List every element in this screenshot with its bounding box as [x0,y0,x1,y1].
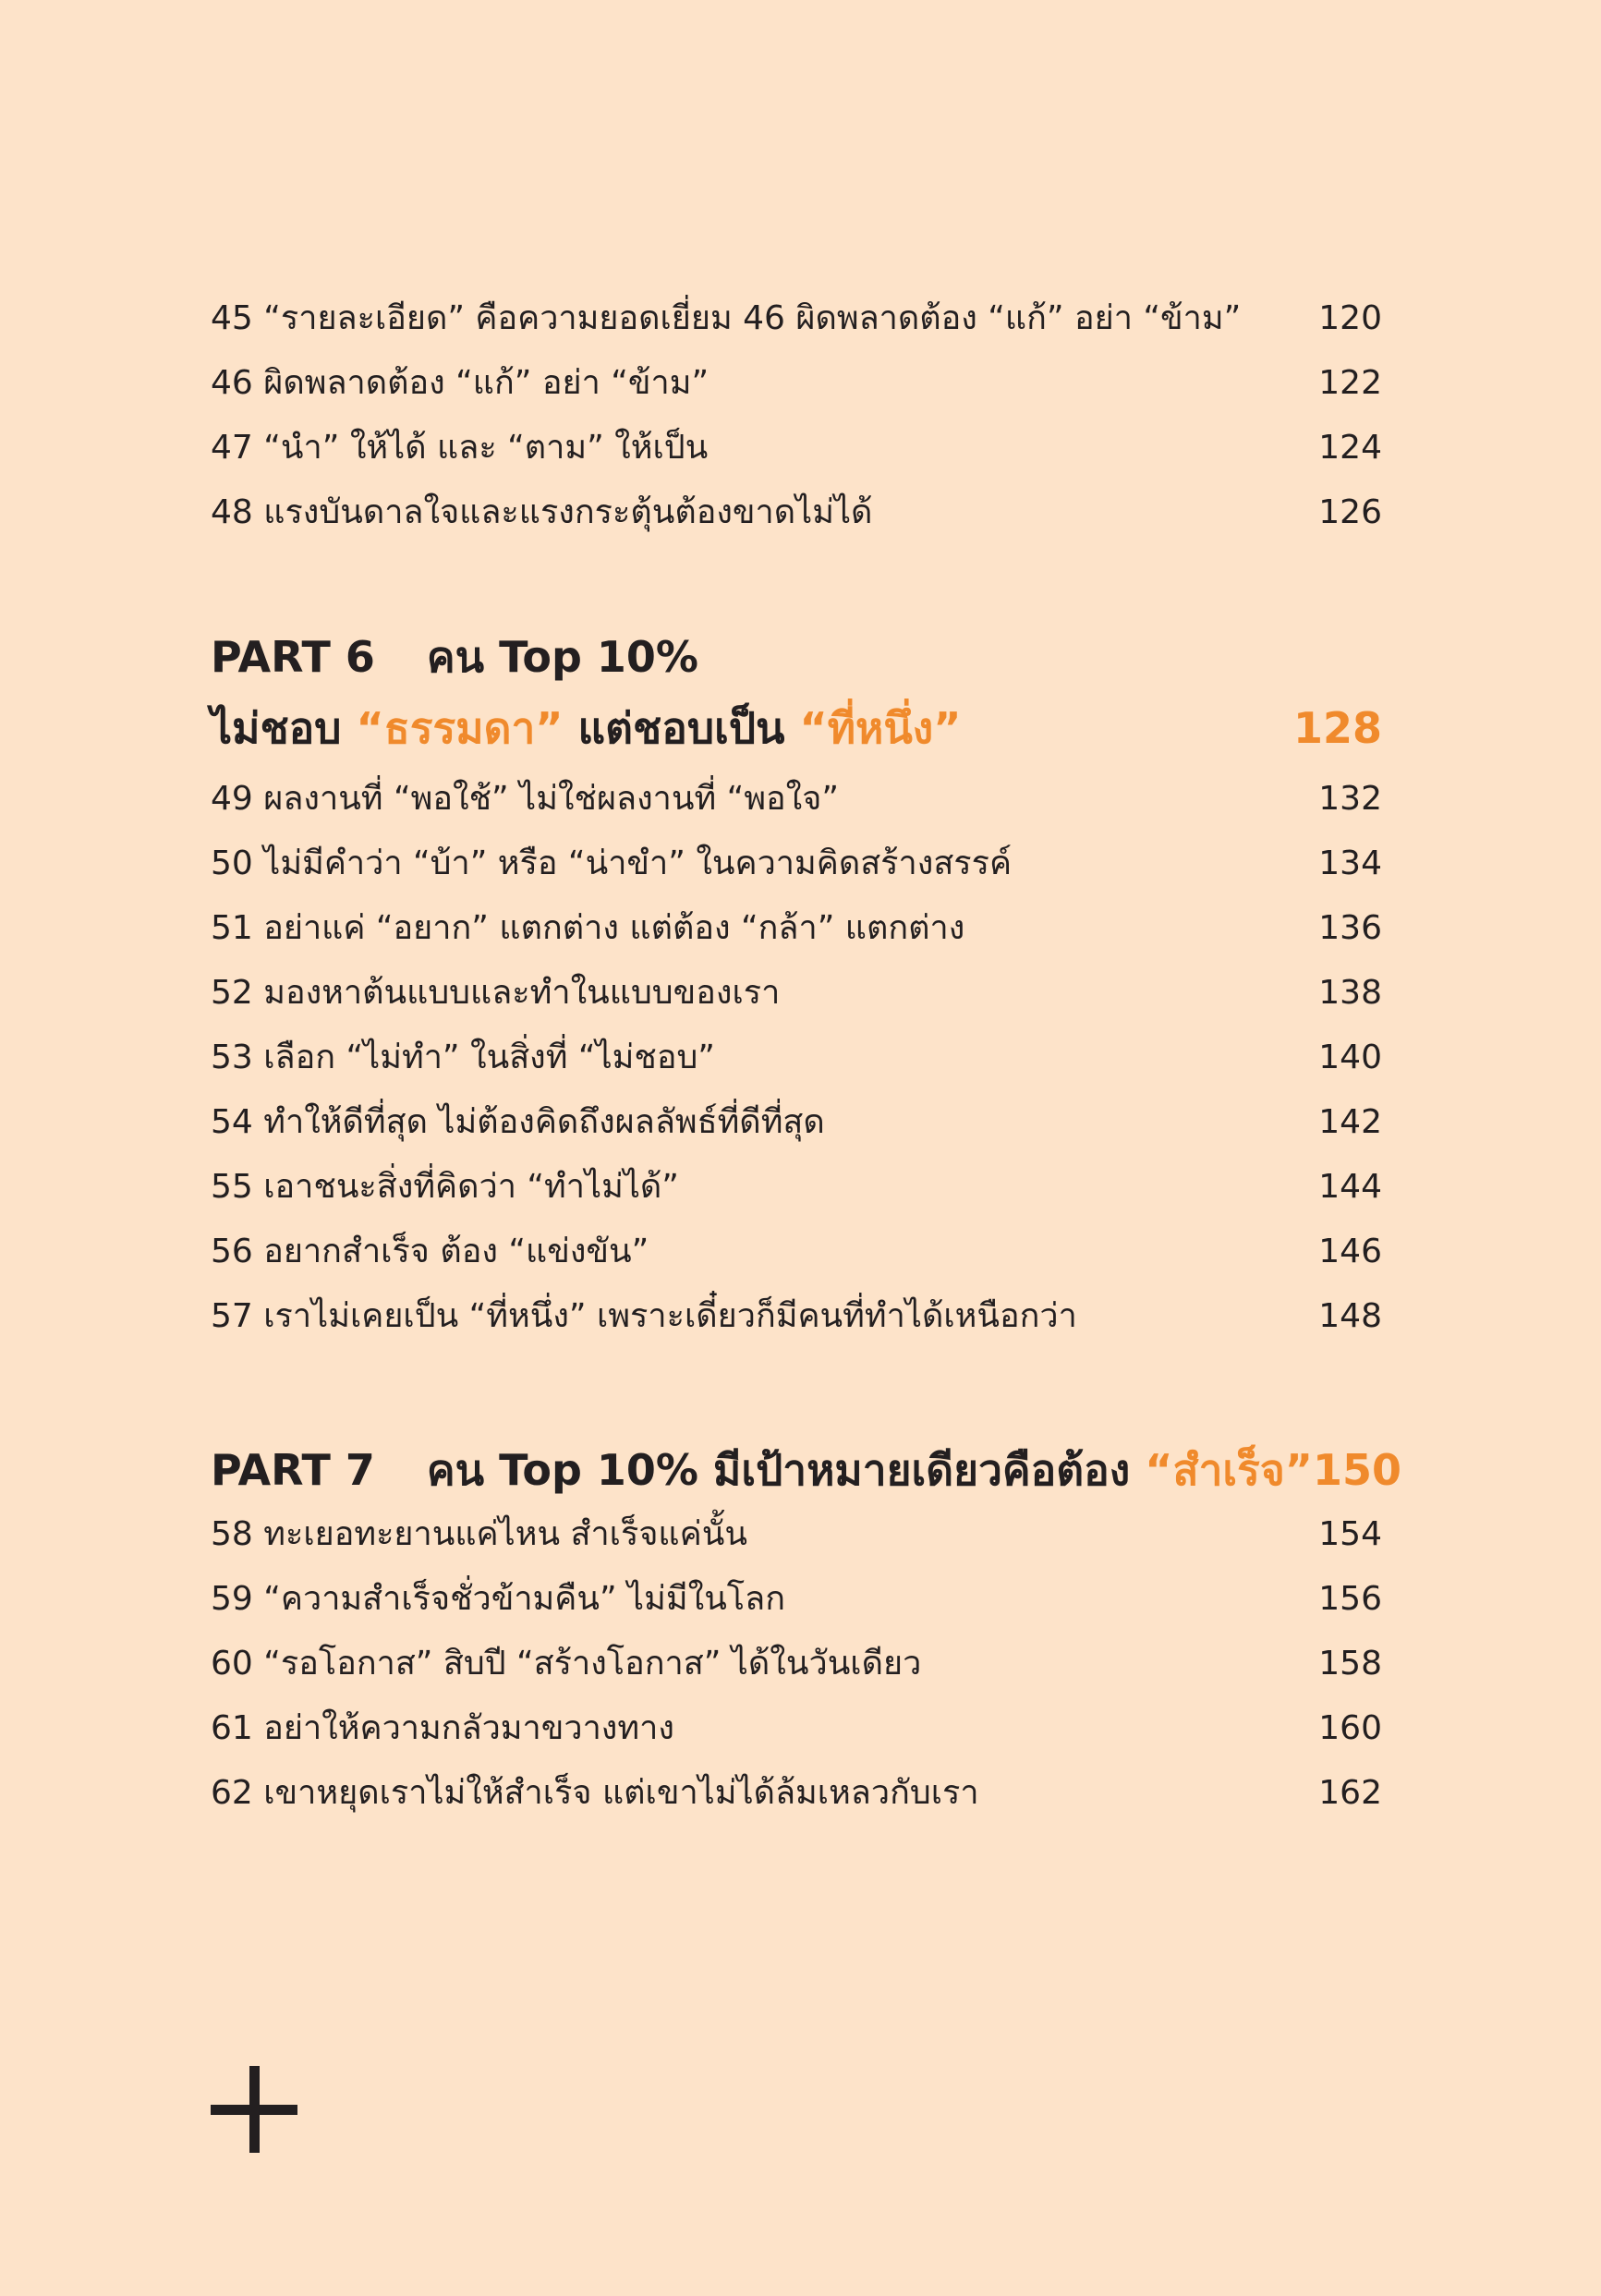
part-7-page: 150 [1313,1445,1402,1495]
toc-entry-title: 47 “นำ” ให้ได้ และ “ตาม” ให้เป็น [211,429,709,467]
toc-entry-title: 59 “ความสำเร็จชั่วข้ามคืน” ไม่มีในโลก [211,1580,786,1618]
toc-entry-page: 132 [1318,780,1382,818]
toc-entry-page: 158 [1318,1645,1382,1683]
toc-entry-title: 56 อยากสำเร็จ ต้อง “แข่งขัน” [211,1233,649,1270]
toc-entry[interactable] [211,1220,1382,1284]
toc-entry[interactable] [211,961,1382,1026]
toc-entry-page: 134 [1318,844,1382,882]
toc-entry[interactable] [211,1632,1382,1696]
toc-entry[interactable] [211,1090,1382,1155]
toc-entry-title: 50 ไม่มีคำว่า “บ้า” หรือ “น่าขำ” ในความคิดสร้างสรรค์ [211,844,1013,882]
toc-entry[interactable] [211,416,1382,480]
toc-entry[interactable] [211,1284,1382,1349]
plus-icon [211,2066,297,2153]
toc-entry-page: 146 [1318,1233,1382,1270]
toc-entry[interactable] [211,832,1382,896]
toc-entry-title: 55 เอาชนะสิ่งที่คิดว่า “ทำไม่ได้” [211,1168,679,1206]
toc-entry[interactable] [211,351,1382,416]
part-7-title-b: “สำเร็จ” [1145,1445,1314,1495]
toc-section-5-list [211,286,1382,545]
toc-entry[interactable] [211,1026,1382,1090]
toc-entry[interactable] [211,1696,1382,1761]
toc-entry-title: 61 อย่าให้ความกลัวมาขวางทาง [211,1709,674,1747]
toc-entry-page: 156 [1318,1580,1382,1618]
toc-entry-title: 46 ผิดพลาดต้อง “แก้” อย่า “ข้าม” [211,364,710,402]
part-7-title-a: คน Top 10% มีเป้าหมายเดียวคือต้อง [426,1445,1146,1495]
toc-entry-page: 144 [1318,1168,1382,1206]
part-6-label: PART 6 [211,632,375,682]
toc-part-6 [211,625,1382,1349]
part-6-page: 128 [1292,703,1382,753]
part-7-label: PART 7 [211,1445,375,1495]
toc-entry-title: 62 เขาหยุดเราไม่ให้สำเร็จ แต่เขาไม่ได้ล้มเหลวกับเรา [211,1774,979,1812]
toc-entry[interactable] [211,1155,1382,1220]
toc-entry-page: 154 [1318,1515,1382,1553]
toc-entry-page: 120 [1318,299,1382,337]
toc-entry-page: 140 [1318,1039,1382,1076]
toc-entry[interactable] [211,286,1382,351]
toc-entry-title: 48 แรงบันดาลใจและแรงกระตุ้นต้องขาดไม่ได้ [211,493,873,531]
toc-entry[interactable] [211,767,1382,832]
toc-entry-page: 138 [1318,974,1382,1012]
toc-entry[interactable] [211,1761,1382,1826]
toc-entry-page: 124 [1318,429,1382,467]
toc-entry-page: 126 [1318,493,1382,531]
toc-entry-page: 160 [1318,1709,1382,1747]
part-7-heading[interactable] [211,1438,1402,1502]
toc-entry[interactable] [211,480,1382,545]
toc-entry-page: 136 [1318,909,1382,947]
part-6-subtitle-d: “ที่หนึ่ง” [799,703,962,753]
toc-entry-page: 142 [1318,1103,1382,1141]
toc-entry-page: 148 [1318,1297,1382,1335]
toc-entry-page: 122 [1318,364,1382,402]
toc-entry-page: 162 [1318,1774,1382,1812]
toc-entry-title: 52 มองหาต้นแบบและทำในแบบของเรา [211,974,781,1012]
part-6-heading[interactable] [211,625,1382,689]
toc-entry[interactable] [211,896,1382,961]
part-6-title: คน Top 10% [426,632,699,682]
toc-part-7-list [211,1502,1382,1826]
toc-entry[interactable] [211,1502,1382,1567]
toc-entry-title: 57 เราไม่เคยเป็น “ที่หนึ่ง” เพราะเดี๋ยวก็มีคนที่ทำได้เหนือกว่า [211,1297,1077,1335]
part-6-subtitle-b: “ธรรมดา” [356,703,564,753]
part-6-subtitle-a: ไม่ชอบ [211,703,357,753]
toc-entry-title: 49 ผลงานที่ “พอใช้” ไม่ใช่ผลงานที่ “พอใจ” [211,780,839,818]
toc-entry-title: 54 ทำให้ดีที่สุด ไม่ต้องคิดถึงผลลัพธ์ที่ดีที่สุด [211,1103,825,1141]
part-6-subtitle-c: แต่ชอบเป็น [563,703,800,753]
toc-entry-title: 58 ทะเยอทะยานแค่ไหน สำเร็จแค่นั้น [211,1515,747,1553]
toc-entry-title: 60 “รอโอกาส” สิบปี “สร้างโอกาส” ได้ในวันเดียว [211,1645,922,1683]
part-6-subheading[interactable] [211,689,1382,767]
toc-part-7 [211,1438,1402,1826]
toc-part-6-list [211,767,1382,1349]
toc-entry-title: 53 เลือก “ไม่ทำ” ในสิ่งที่ “ไม่ชอบ” [211,1039,715,1076]
toc-entry-title: 51 อย่าแค่ “อยาก” แตกต่าง แต่ต้อง “กล้า” แตกต่าง [211,909,965,947]
toc-entry-title: 45 “รายละเอียด” คือความยอดเยี่ยม 46 ผิดพลาดต้อง “แก้” อย่า “ข้าม” [211,299,1242,337]
toc-entry[interactable] [211,1567,1382,1632]
